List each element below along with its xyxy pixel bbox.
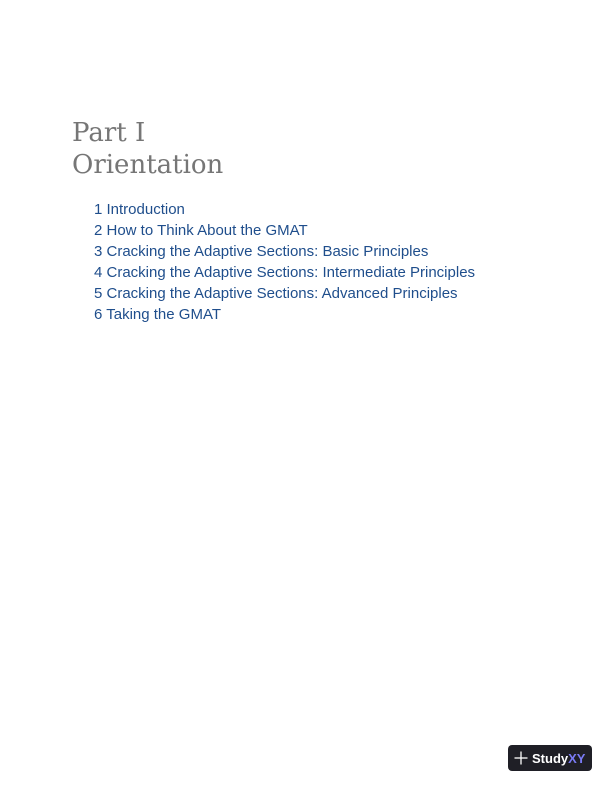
toc-link-advanced-principles[interactable]: 5 Cracking the Adaptive Sections: Advanced Principles xyxy=(94,285,458,302)
watermark-brand-accent: XY xyxy=(568,750,586,766)
toc-item xyxy=(94,304,475,325)
toc-item xyxy=(94,241,475,262)
toc-link-intermediate-principles[interactable]: 4 Cracking the Adaptive Sections: Intermediate Principles xyxy=(94,264,476,281)
plus-icon xyxy=(514,751,528,765)
watermark-brand xyxy=(532,751,585,766)
toc-link-basic-principles[interactable]: 3 Cracking the Adaptive Sections: Basic Principles xyxy=(94,243,429,260)
part-label: Part I xyxy=(72,118,146,148)
studyxy-watermark-badge xyxy=(508,745,592,771)
watermark-brand-main: Study xyxy=(532,750,569,766)
toc-item xyxy=(94,262,475,283)
toc-item xyxy=(94,199,475,220)
table-of-contents xyxy=(94,199,475,325)
part-heading xyxy=(72,117,223,181)
toc-link-taking-the-gmat[interactable]: 6 Taking the GMAT xyxy=(94,306,222,323)
toc-item xyxy=(94,220,475,241)
toc-link-how-to-think[interactable]: 2 How to Think About the GMAT xyxy=(94,222,308,239)
part-title: Orientation xyxy=(72,150,224,180)
toc-link-introduction[interactable]: 1 Introduction xyxy=(94,201,185,218)
toc-item xyxy=(94,283,475,304)
